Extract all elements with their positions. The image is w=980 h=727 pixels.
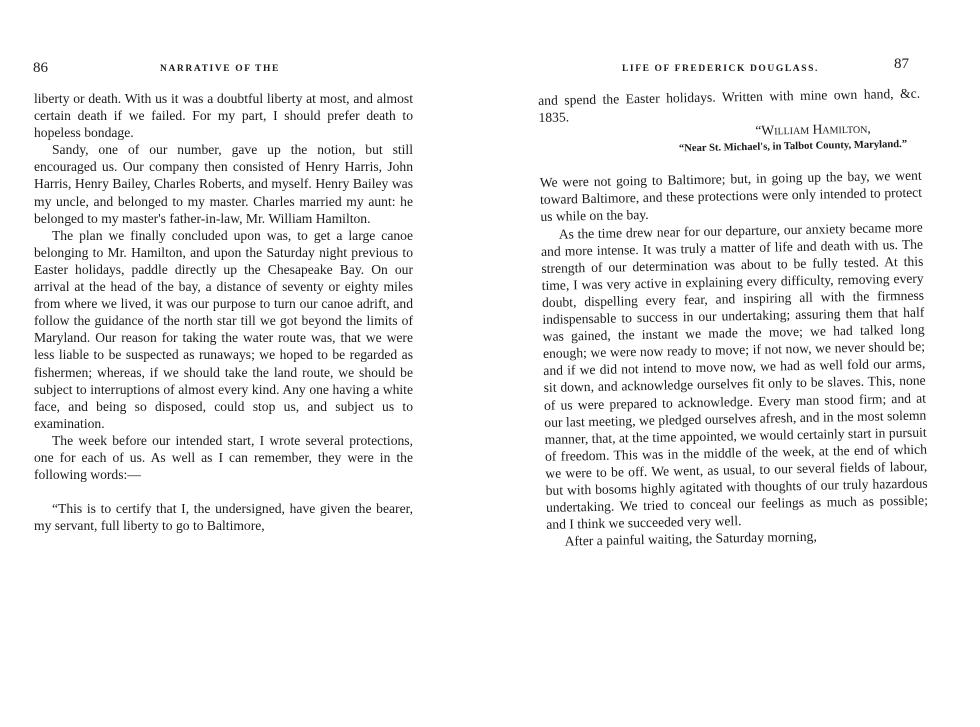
paragraph: After a painful waiting, the Saturday morning, bbox=[564, 528, 817, 549]
left-page bbox=[0, 0, 470, 727]
signature: “William Hamilton, bbox=[755, 120, 871, 139]
signature-location: “Near St. Michael's, in Talbot County, Maryland.” bbox=[678, 139, 908, 155]
protection-quote: “This is to certify that I, the undersigned, have given the bearer, my servant, full liberty to go to Baltimore, bbox=[34, 501, 413, 534]
page-number: 86 bbox=[33, 60, 48, 76]
page-number: 87 bbox=[894, 56, 909, 72]
paragraph: and spend the Easter holidays. Written with mine own hand, &c. 1835. bbox=[538, 85, 921, 126]
paragraph: Sandy, one of our number, gave up the notion, but still encouraged us. Our company then consisted of Henry Harris, John Harris, Henry Bailey, Charles Roberts, and myself. Henry Bailey was my uncle, and belonged to my master. Charles married my aunt: he belonged to my master's father-in-law, Mr. William Hamilton. bbox=[34, 142, 413, 226]
paragraph: The plan we finally concluded upon was, to get a large canoe belonging to Mr. Hamilton, and upon the Saturday night previous to Easter holidays, paddle directly up the Chesapeake Bay. On our arrival at the head of the bay, a distance of seventy or eighty miles from where we lived, it was our purpose to turn our canoe adrift, and follow the guidance of the north star till we got beyond the limits of Maryland. Our reason for taking the water route was, that we were less liable to be suspected as runaways; we hoped to be regarded as fishermen; whereas, if we should take the land route, we should be subject to interruptions of almost every kind. Any one having a white face, and being so disposed, could stop us, and subject us to examination. bbox=[34, 227, 413, 431]
page-body bbox=[34, 90, 413, 534]
running-head: LIFE OF FREDERICK DOUGLASS. bbox=[622, 64, 819, 74]
paragraph: liberty or death. With us it was a doubtful liberty at most, and almost certain death if we failed. For my part, I should prefer death to hopeless bondage. bbox=[34, 91, 413, 141]
paragraph: The week before our intended start, I wrote several protections, one for each of us. As well as I can remember, they were in the following words:— bbox=[34, 432, 413, 483]
running-head: NARRATIVE OF THE bbox=[160, 64, 280, 74]
paragraph: We were not going to Baltimore; but, in going up the bay, we went toward Baltimore, and these protections were only intended to protect us while on the bay. bbox=[539, 167, 923, 225]
page-body bbox=[538, 85, 929, 551]
right-page bbox=[470, 0, 980, 727]
paragraph: As the time drew near for our departure, our anxiety became more and more intense. It was truly a matter of life and death with us. The strength of our determination was about to be fully tested. At this time, I was very active in explaining every difficulty, removing every doubt, dispelling every fear, and inspiring all with the firmness indispensable to success in our undertaking; assuring them that half was gained, the instant we made the move; we had talked long enough; we were now ready to move; if not now, we never should be; and if we did not intend to move now, we had as well fold our arms, sit down, and acknowledge ourselves fit only to be slaves. This, none of us were prepared to acknowledge. Every man stood firm; and at our last meeting, we pledged ourselves afresh, and in the most solemn manner, that, at the time appointed, we would certainly start in pursuit of freedom. This was in the middle of the week, at the end of which we were to be off. We went, as usual, to our several fields of labour, but with bosoms highly agitated with thoughts of our truly hazardous undertaking. We tried to conceal our feelings as much as possible; and I think we succeeded very well. bbox=[540, 219, 929, 533]
